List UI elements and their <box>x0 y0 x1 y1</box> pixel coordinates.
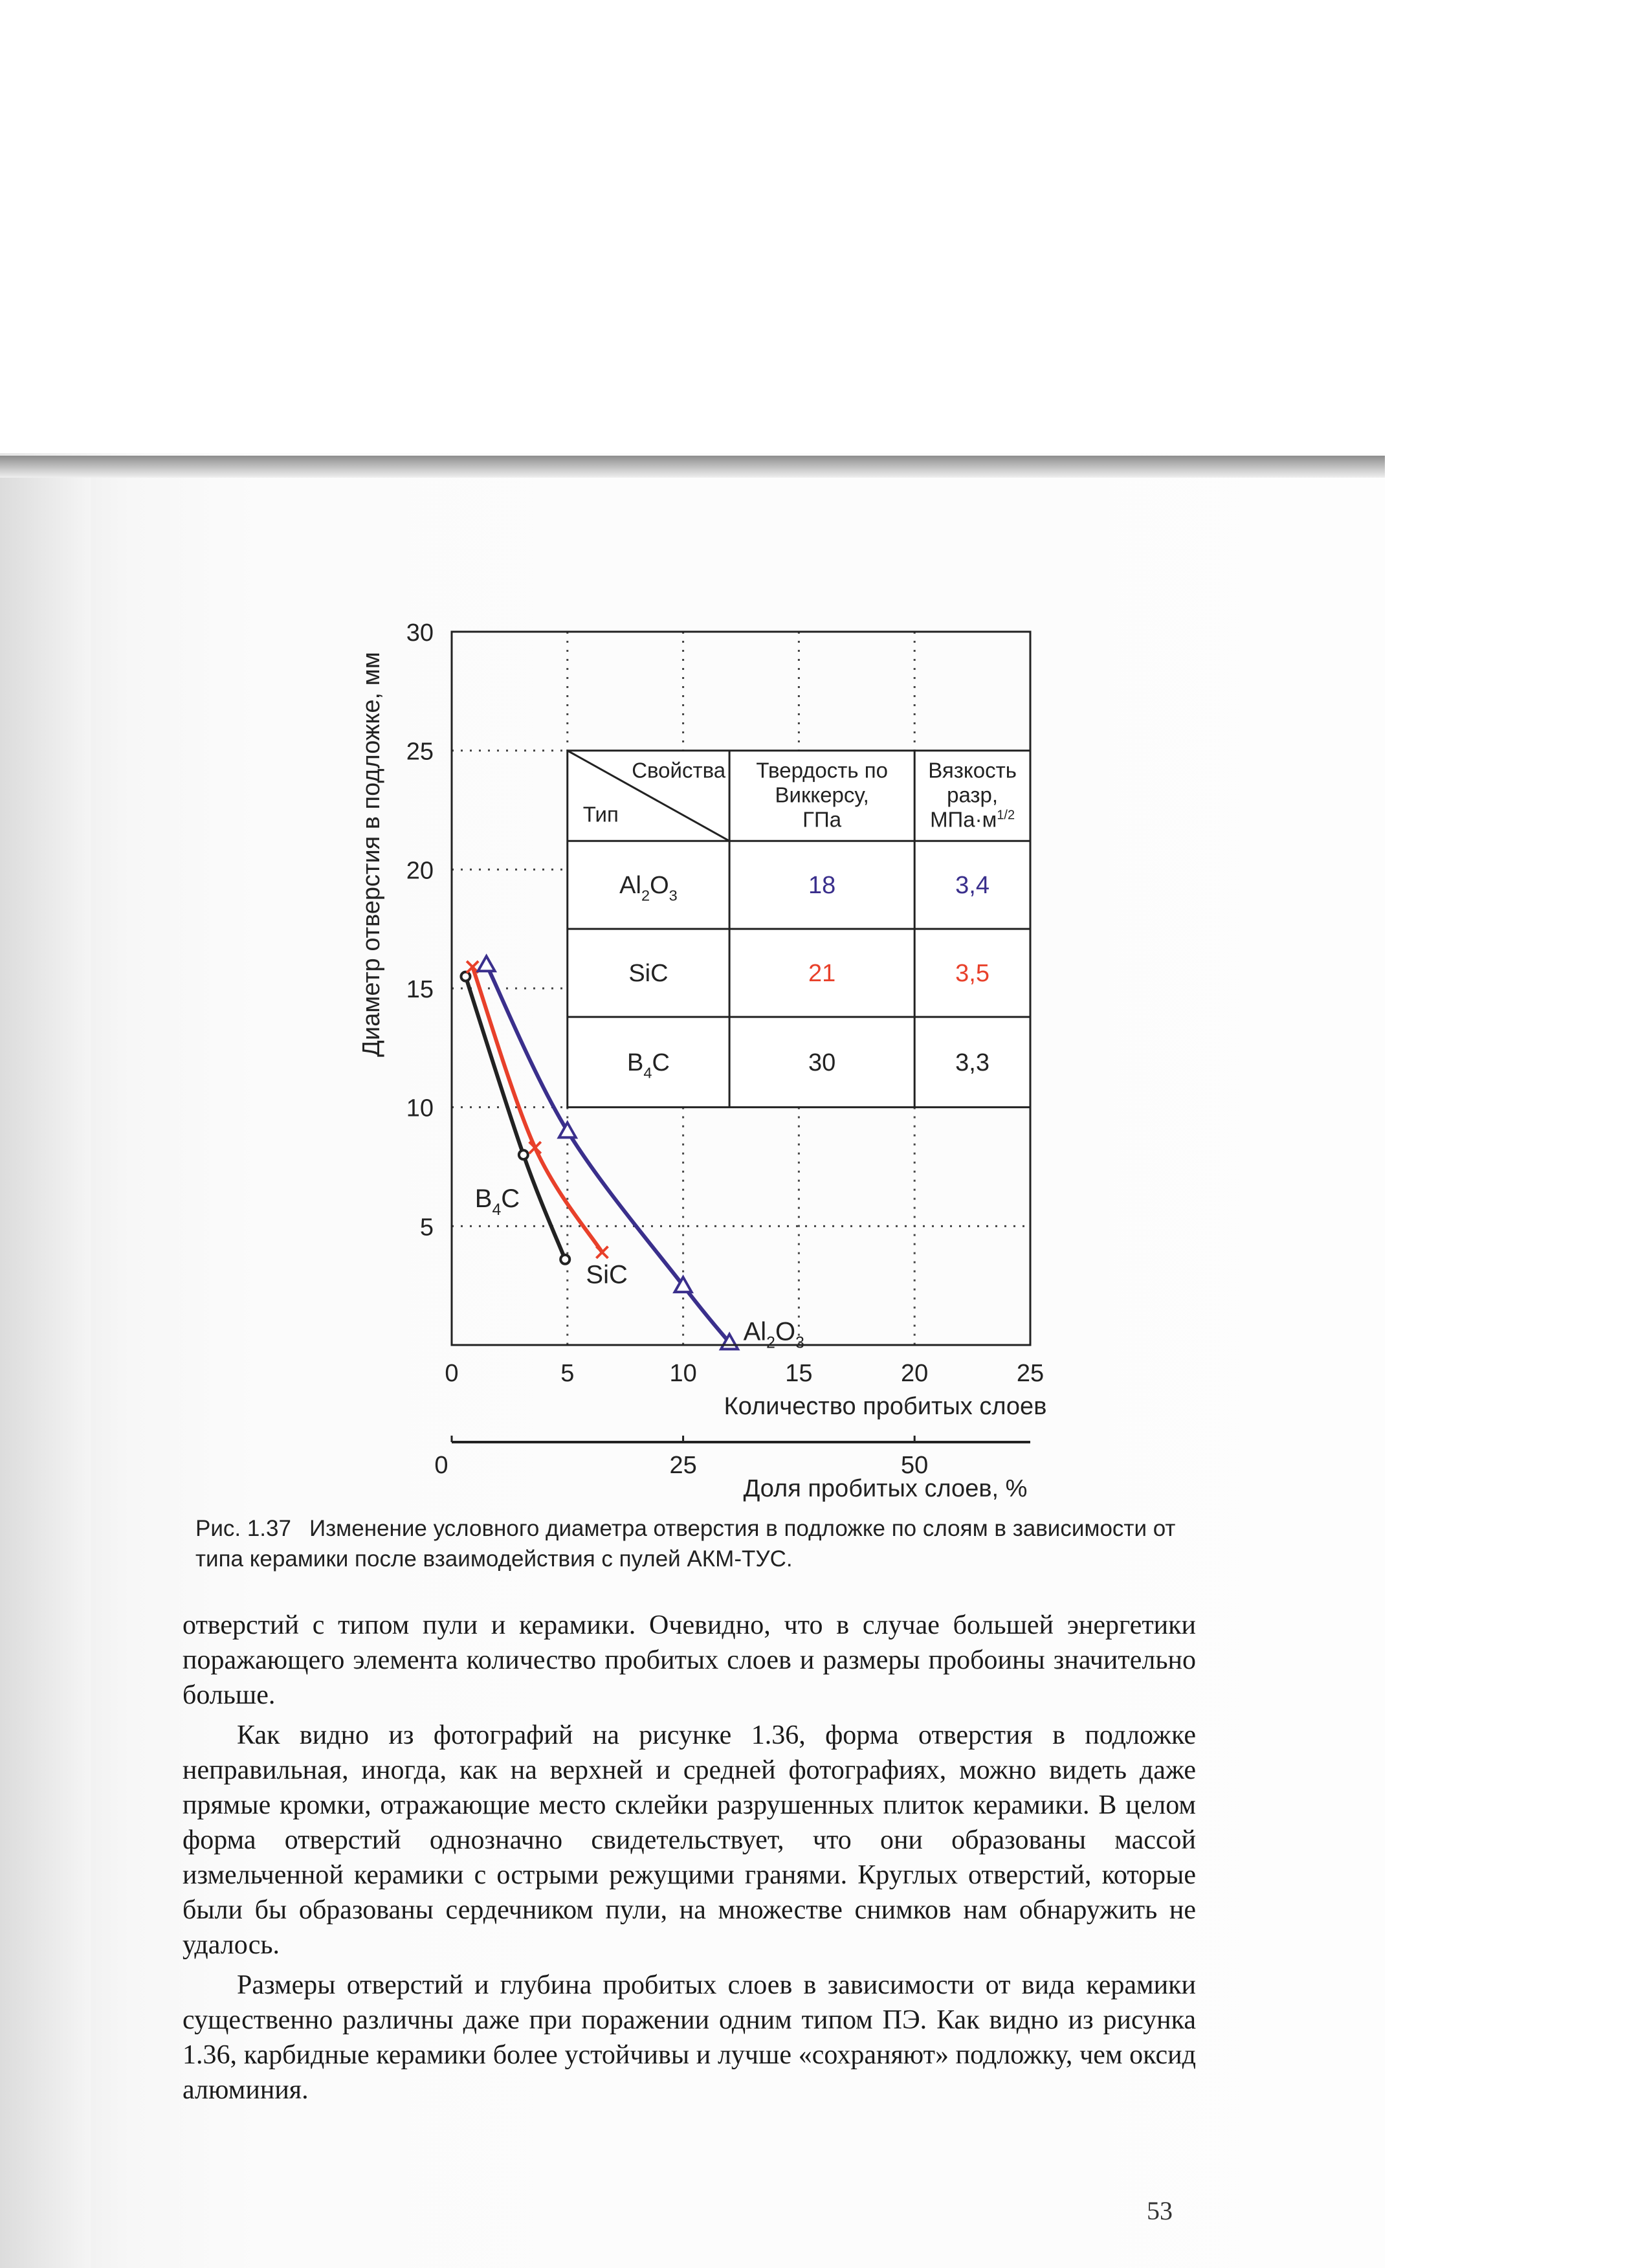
series-label-B4C: $B_4C$ <box>474 1184 520 1219</box>
caption-number: Рис. 1.37 <box>195 1516 291 1541</box>
x-tick-0: 0 <box>445 1360 459 1387</box>
table-type-3: $B_4C$ <box>626 1049 670 1082</box>
y-tick-10: 10 <box>406 1095 434 1122</box>
x-tick-10: 10 <box>669 1360 697 1387</box>
x-axis-label: Количество пробитых слоев <box>724 1393 1047 1420</box>
x-tick-15: 15 <box>785 1360 813 1387</box>
table-toughness-3: 3,3 <box>955 1049 990 1076</box>
table-col1-header-line-1: Твердость по <box>756 758 888 783</box>
body-text <box>182 1608 1196 2107</box>
marker-B4C-2 <box>519 1150 528 1159</box>
series-line-B4C <box>465 977 565 1260</box>
table-col1-header-line-2: Виккерсу, <box>775 783 869 807</box>
y-tick-20: 20 <box>406 857 434 885</box>
x-tick-5: 5 <box>560 1360 575 1387</box>
table-toughness-2: 3,5 <box>955 960 990 988</box>
table-type-2: SiC <box>628 960 669 988</box>
y-tick-30: 30 <box>406 619 434 647</box>
x-tick-25: 25 <box>1016 1360 1045 1387</box>
figure-caption <box>195 1513 1192 1574</box>
marker-B4C-3 <box>560 1255 569 1264</box>
x2-tick-0: 0 <box>434 1452 448 1479</box>
y-axis-label: Диаметр отверстия в подложке, мм <box>358 652 385 1057</box>
table-toughness-1: 3,4 <box>955 872 990 900</box>
paragraph-1: отверстий с типом пули и керамики. Очевидно, что в случае большей энергетики поражающего элемента количество пробитых слоев и размеры пробоины значительно больше. <box>182 1610 1196 1710</box>
y-tick-25: 25 <box>406 738 434 766</box>
series-label-Al2O3: $Al_2O_3$ <box>743 1317 804 1352</box>
table-col2-header-line-1: Вязкость <box>928 758 1017 783</box>
series-label-SiC: SiC <box>586 1260 628 1289</box>
marker-B4C-1 <box>461 972 470 981</box>
marker-SiC-3 <box>596 1247 608 1258</box>
inset-table <box>568 751 1030 1107</box>
x-tick-20: 20 <box>901 1360 929 1387</box>
table-col2-header-line-2: разр, <box>947 783 999 807</box>
y-tick-5: 5 <box>419 1214 434 1241</box>
paragraph-2: Как видно из фотографий на рисунке 1.36, форма отверстия в подложке неправильная, иногда, как на верхней и средней фотографиях, можно видеть даже прямые кромки, отражающие место склейки разрушенных плиток керамики. В целом форма отверстий однозначно свидетельствует, что они образованы массой измельченной керамики с острыми режущими гранями. Круглых отверстий, которые были бы образованы сердечником пули, на множестве снимков нам обнаружить не удалось. <box>182 1720 1196 1960</box>
table-header-properties: Свойства <box>632 758 726 783</box>
table-header-type: Тип <box>582 802 619 827</box>
table-col1-header-line-3: ГПа <box>802 807 842 832</box>
table-type-1: $Al_2O_3$ <box>619 872 678 904</box>
table-hardness-2: 21 <box>808 960 836 988</box>
paragraph-3: Размеры отверстий и глубина пробитых слоев в зависимости от вида керамики существенно различны даже при поражении одним типом ПЭ. Как видно из рисунка 1.36, карбидные керамики более устойчивы и лучше «сохраняют» подложку, чем оксид алюминия. <box>182 1970 1196 2105</box>
marker-Al2O3-1 <box>478 956 495 971</box>
caption-text: Изменение условного диаметра отверстия в подложке по слоям в зависимости от типа керамики после взаимодействия с пулей АКМ-ТУС. <box>195 1516 1176 1572</box>
table-col2-header-line-3: $МПа\cdot м^{1/2}$ <box>930 807 1015 832</box>
y-tick-15: 15 <box>406 976 434 1003</box>
table-hardness-3: 30 <box>808 1049 836 1076</box>
x2-axis-label: Доля пробитых слоев, % <box>743 1475 1028 1502</box>
page-number: 53 <box>1147 2196 1173 2225</box>
x2-tick-25: 25 <box>669 1452 697 1479</box>
x2-tick-50: 50 <box>901 1452 929 1479</box>
table-hardness-1: 18 <box>808 872 836 900</box>
secondary-axis <box>434 1436 1030 1479</box>
